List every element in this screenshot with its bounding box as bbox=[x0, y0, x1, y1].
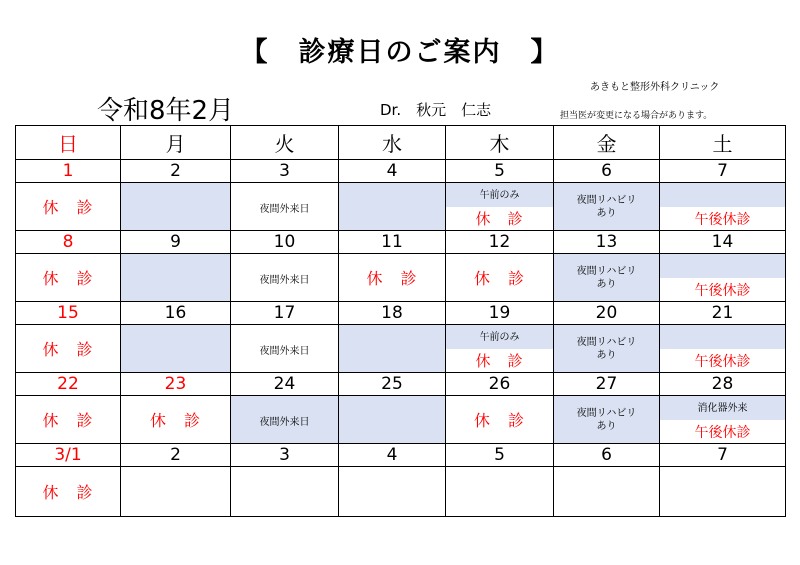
afternoon-closed-label: 午後休診 bbox=[694, 211, 751, 228]
calendar-table bbox=[15, 125, 786, 517]
schedule-row bbox=[16, 467, 786, 517]
schedule-cell bbox=[554, 183, 660, 231]
calendar-period: 令和8年2月 bbox=[97, 96, 235, 126]
date-cell: 10 bbox=[231, 231, 339, 254]
schedule-cell bbox=[231, 183, 339, 231]
date-cell: 6 bbox=[554, 160, 660, 183]
schedule-cell bbox=[121, 467, 231, 517]
date-cell: 18 bbox=[339, 302, 446, 325]
night-rehab-label-2: あり bbox=[596, 278, 617, 290]
night-clinic-label: 夜間外来日 bbox=[259, 204, 310, 215]
weekday-fri: 金 bbox=[554, 126, 660, 160]
date-cell: 28 bbox=[660, 373, 786, 396]
weekday-thu: 木 bbox=[446, 126, 554, 160]
schedule-cell bbox=[446, 396, 554, 444]
date-cell: 23 bbox=[121, 373, 231, 396]
date-cell: 3/1 bbox=[16, 444, 121, 467]
schedule-cell bbox=[16, 254, 121, 302]
date-cell: 24 bbox=[231, 373, 339, 396]
schedule-cell bbox=[339, 325, 446, 373]
date-row bbox=[16, 302, 786, 325]
schedule-cell bbox=[339, 254, 446, 302]
date-cell: 13 bbox=[554, 231, 660, 254]
date-cell: 4 bbox=[339, 444, 446, 467]
weekday-header-row bbox=[16, 126, 786, 160]
date-cell: 6 bbox=[554, 444, 660, 467]
schedule-cell bbox=[554, 325, 660, 373]
date-row bbox=[16, 231, 786, 254]
closed-label: 休 診 bbox=[149, 411, 201, 430]
notice-text: 担当医が変更になる場合があります。 bbox=[560, 111, 713, 121]
schedule-cell bbox=[339, 183, 446, 231]
date-row bbox=[16, 160, 786, 183]
date-cell: 3 bbox=[231, 444, 339, 467]
doctor-name: Dr. 秋元 仁志 bbox=[380, 101, 492, 119]
date-cell: 19 bbox=[446, 302, 554, 325]
schedule-cell bbox=[446, 254, 554, 302]
schedule-cell bbox=[660, 467, 786, 517]
date-cell: 26 bbox=[446, 373, 554, 396]
schedule-cell bbox=[231, 467, 339, 517]
date-row bbox=[16, 373, 786, 396]
schedule-row bbox=[16, 254, 786, 302]
date-cell: 4 bbox=[339, 160, 446, 183]
night-rehab-label: 夜間リハビリ bbox=[576, 407, 637, 419]
schedule-cell bbox=[660, 183, 786, 231]
digestive-clinic-label: 消化器外来 bbox=[697, 402, 748, 414]
schedule-cell bbox=[16, 467, 121, 517]
date-cell: 8 bbox=[16, 231, 121, 254]
date-cell: 25 bbox=[339, 373, 446, 396]
closed-label: 休 診 bbox=[473, 269, 525, 288]
schedule-cell bbox=[16, 325, 121, 373]
weekday-sun: 日 bbox=[16, 126, 121, 160]
date-cell: 14 bbox=[660, 231, 786, 254]
afternoon-closed-label: 午後休診 bbox=[694, 353, 751, 370]
night-rehab-label: 夜間リハビリ bbox=[576, 336, 637, 348]
schedule-cell bbox=[121, 325, 231, 373]
morning-only-label: 午前のみ bbox=[479, 331, 520, 343]
schedule-cell bbox=[231, 325, 339, 373]
schedule-cell bbox=[660, 254, 786, 302]
night-rehab-label: 夜間リハビリ bbox=[576, 194, 637, 206]
schedule-cell bbox=[660, 325, 786, 373]
date-cell: 20 bbox=[554, 302, 660, 325]
date-cell: 2 bbox=[121, 444, 231, 467]
date-cell: 27 bbox=[554, 373, 660, 396]
closed-label: 休 診 bbox=[366, 269, 418, 288]
schedule-cell bbox=[231, 254, 339, 302]
night-clinic-label: 夜間外来日 bbox=[259, 275, 310, 286]
date-cell: 21 bbox=[660, 302, 786, 325]
schedule-cell bbox=[121, 396, 231, 444]
schedule-cell bbox=[121, 183, 231, 231]
schedule-cell bbox=[231, 396, 339, 444]
closed-label: 休 診 bbox=[473, 411, 525, 430]
closed-label: 休 診 bbox=[42, 483, 94, 502]
night-rehab-label-2: あり bbox=[596, 420, 617, 432]
night-rehab-label-2: あり bbox=[596, 207, 617, 219]
date-cell: 12 bbox=[446, 231, 554, 254]
schedule-cell bbox=[660, 396, 786, 444]
schedule-cell bbox=[554, 467, 660, 517]
night-rehab-label: 夜間リハビリ bbox=[576, 265, 637, 277]
weekday-mon: 月 bbox=[121, 126, 231, 160]
date-row bbox=[16, 444, 786, 467]
date-cell: 7 bbox=[660, 160, 786, 183]
date-cell: 5 bbox=[446, 444, 554, 467]
date-cell: 9 bbox=[121, 231, 231, 254]
date-cell: 1 bbox=[16, 160, 121, 183]
date-cell: 15 bbox=[16, 302, 121, 325]
schedule-row bbox=[16, 396, 786, 444]
clinic-name: あきもと整形外科クリニック bbox=[590, 82, 720, 93]
date-cell: 17 bbox=[231, 302, 339, 325]
schedule-cell bbox=[446, 325, 554, 373]
afternoon-closed-label: 午後休診 bbox=[694, 282, 751, 299]
schedule-cell bbox=[339, 467, 446, 517]
schedule-cell bbox=[446, 183, 554, 231]
night-rehab-label-2: あり bbox=[596, 349, 617, 361]
schedule-cell bbox=[554, 254, 660, 302]
morning-only-label: 午前のみ bbox=[479, 189, 520, 201]
date-cell: 11 bbox=[339, 231, 446, 254]
date-cell: 16 bbox=[121, 302, 231, 325]
date-cell: 3 bbox=[231, 160, 339, 183]
closed-label: 休 診 bbox=[475, 210, 524, 228]
weekday-tue: 火 bbox=[231, 126, 339, 160]
date-cell: 22 bbox=[16, 373, 121, 396]
night-clinic-label: 夜間外来日 bbox=[259, 417, 310, 428]
schedule-row bbox=[16, 325, 786, 373]
closed-label: 休 診 bbox=[42, 269, 94, 288]
schedule-row bbox=[16, 183, 786, 231]
schedule-cell bbox=[554, 396, 660, 444]
schedule-cell bbox=[446, 467, 554, 517]
date-cell: 5 bbox=[446, 160, 554, 183]
schedule-cell bbox=[16, 183, 121, 231]
schedule-cell bbox=[16, 396, 121, 444]
closed-label: 休 診 bbox=[42, 340, 94, 359]
date-cell: 2 bbox=[121, 160, 231, 183]
page-title: 【 診療日のご案内 】 bbox=[240, 37, 560, 68]
schedule-cell bbox=[339, 396, 446, 444]
closed-label: 休 診 bbox=[42, 198, 94, 217]
closed-label: 休 診 bbox=[42, 411, 94, 430]
afternoon-closed-label: 午後休診 bbox=[694, 424, 751, 441]
date-cell: 7 bbox=[660, 444, 786, 467]
weekday-sat: 土 bbox=[660, 126, 786, 160]
weekday-wed: 水 bbox=[339, 126, 446, 160]
closed-label: 休 診 bbox=[475, 352, 524, 370]
schedule-cell bbox=[121, 254, 231, 302]
night-clinic-label: 夜間外来日 bbox=[259, 346, 310, 357]
